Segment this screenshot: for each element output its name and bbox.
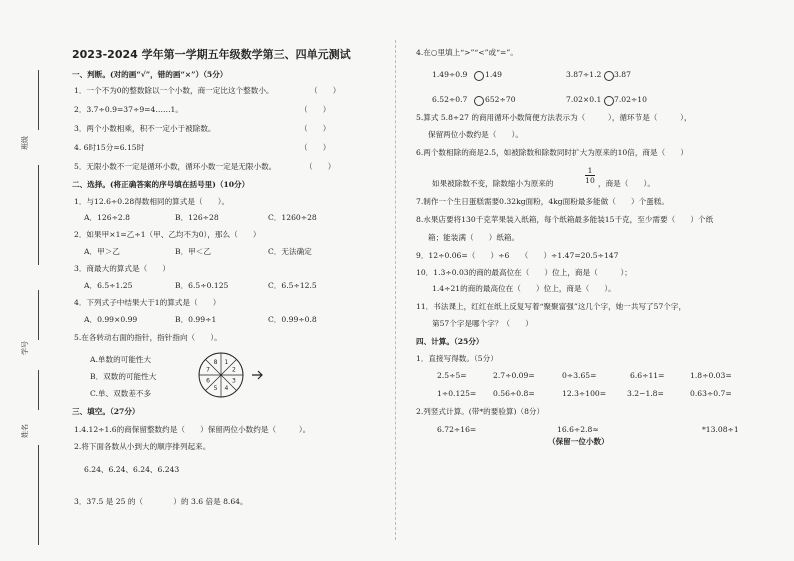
- spinner-number: 6: [206, 377, 211, 385]
- judge-item: 4. 6时15分=6.15时: [74, 143, 145, 152]
- compare-left: 6.52÷0.7: [432, 95, 468, 104]
- binding-label-class: 班级: [21, 136, 29, 150]
- binding-line: [38, 290, 39, 340]
- choice-option[interactable]: C.单、双数差不多: [90, 389, 152, 398]
- spinner-number: 3: [231, 377, 236, 385]
- compare-circle-icon[interactable]: [604, 71, 614, 81]
- compare-right: 3.87: [614, 70, 631, 79]
- calc-subheading: 2.列竖式计算。(带*的要验算)（8分）: [416, 407, 545, 416]
- fill-question: 5.算式 5.8÷27 的商用循环小数简便方法表示为（ ），循环节是（ ），: [416, 113, 692, 122]
- choice-option[interactable]: B．0.99÷1: [175, 315, 217, 324]
- compare-right: 7.02÷10: [614, 95, 647, 104]
- fill-question: 7.制作一个生日蛋糕需要0.32kg面粉，4kg面粉最多能做（ ）个蛋糕。: [416, 197, 669, 206]
- fill-question: 9．12÷0.06=（ ）÷6 （ ）÷1.47=20.5÷147: [416, 251, 619, 260]
- choice-option[interactable]: B．126÷28: [175, 213, 219, 222]
- fill-question: 10．1.3÷0.03的商的最高位在（ ）位上，商是（ ）；: [416, 268, 632, 277]
- binding-line: [38, 70, 39, 130]
- fraction: [585, 166, 595, 185]
- vertical-calc-item: *13.08÷1: [702, 425, 739, 434]
- fill-question: 11．书法课上，红红在纸上反复写着“聚聚富强”这几个字，她一共写了57个字，: [416, 302, 687, 311]
- fraction-denominator: 10: [585, 176, 595, 185]
- fill-question-cont: ，商是（ ）。: [598, 179, 655, 188]
- judge-answer-box[interactable]: （ ）: [300, 105, 331, 114]
- compare-left: 7.02×0.1: [566, 95, 602, 104]
- choice-option[interactable]: B．6.5÷0.125: [175, 281, 229, 290]
- calc-subheading: 1．直接写得数。（5分）: [416, 354, 498, 363]
- spinner-number: 1: [224, 359, 229, 367]
- binding-label-number: 学号: [21, 341, 29, 355]
- compare-circle-icon[interactable]: [604, 96, 614, 106]
- choice-option[interactable]: A.单数的可能性大: [90, 355, 152, 364]
- judge-item: 1．一个不为0的整数除以一个小数，商一定比这个整数小。: [74, 86, 274, 95]
- spinner-number: 7: [206, 366, 211, 374]
- vertical-calc-item: 16.6÷2.8≈: [557, 425, 599, 434]
- choice-option[interactable]: B．双数的可能性大: [90, 372, 157, 381]
- choice-option[interactable]: A．126÷2.8: [84, 213, 131, 222]
- fill-question: 3．37.5 是 25 的（ ）的 3.6 倍是 8.64。: [74, 497, 248, 506]
- choice-option[interactable]: A．甲＞乙: [84, 247, 120, 256]
- choice-question: 4．下列式子中结果大于1的算式是（ ）: [74, 298, 221, 307]
- fill-question: 6.两个数相除的商是2.5，如被除数和除数同时扩大为原来的10倍，商是（ ）: [416, 148, 688, 157]
- judge-item: 2．3.7÷0.9=37÷9=4……1。: [74, 105, 183, 114]
- compare-circle-icon[interactable]: [474, 71, 484, 81]
- choice-question: 2．如果甲×1=乙÷1（甲、乙均不为0），那么（ ）: [74, 230, 261, 239]
- judge-item: 5．无限小数不一定是循环小数，循环小数一定是无限小数。: [74, 162, 277, 171]
- spinner-number: 5: [213, 384, 218, 392]
- fill-question-cont: 箱；能装满（ ）纸箱。: [428, 233, 520, 242]
- calc-item: 0.56÷0.8=: [493, 389, 535, 398]
- binding-line: [38, 165, 39, 265]
- compare-circle-icon[interactable]: [474, 96, 484, 106]
- section-choice-heading: 二、选择。(将正确答案的序号填在括号里)（10分）: [72, 180, 250, 189]
- fill-question: 2.将下面各数从小到大的顺序排列起来。: [74, 442, 211, 451]
- binding-line: [38, 445, 39, 545]
- fill-question: 1.4.12÷1.6的商保留整数约是（ ）保留两位小数约是（ ）。: [74, 425, 311, 434]
- choice-option[interactable]: B．甲＜乙: [175, 247, 211, 256]
- calc-item: 0.63÷0.7=: [690, 389, 732, 398]
- binding-label-name: 姓名: [21, 424, 29, 438]
- fill-question: 8.水果店要将130千克苹果装入纸箱，每个纸箱最多能装15千克，至少需要（ ）个纸: [416, 215, 714, 224]
- fill-question-cont: 保留两位小数约是（ ）。: [428, 130, 523, 139]
- choice-option[interactable]: A．0.99×0.99: [84, 315, 138, 324]
- compare-right: 652÷70: [485, 95, 516, 104]
- calc-item: 3.2−1.8=: [627, 389, 664, 398]
- judge-answer-box[interactable]: （ ）: [300, 143, 331, 152]
- fill-question-cont: 第57个字是哪个字？（ ）: [432, 319, 533, 328]
- fill-question-cont: 1.4÷21的商的最高位在（ ）位上，商是（ ）。: [432, 284, 616, 293]
- exam-title: 2023-2024 学年第一学期五年级数学第三、四单元测试: [72, 48, 351, 61]
- judge-answer-box[interactable]: （ ）: [300, 124, 331, 133]
- vertical-calc-note: （保留一位小数）: [548, 437, 609, 446]
- compare-left: 1.49÷0.9: [432, 70, 468, 79]
- spinner-number: 4: [224, 384, 229, 392]
- fill-number-list: 6.24、6.2̇4̇、6.24̇、6.243: [84, 465, 180, 474]
- binding-margin: [0, 0, 60, 561]
- calc-item: 1÷0.125=: [437, 389, 477, 398]
- spinner-number: 8: [213, 359, 218, 367]
- choice-option[interactable]: C．6.5÷12.5: [268, 281, 317, 290]
- calc-item: 6.6÷11=: [630, 371, 665, 380]
- spinner-wheel: [196, 350, 246, 400]
- choice-option[interactable]: C．无法确定: [268, 247, 312, 256]
- pointer-arrow-icon: [250, 368, 266, 382]
- binding-line: [38, 370, 39, 410]
- column-divider: [395, 40, 396, 540]
- section-judge-heading: 一、判断。(对的画“√”，错的画“×”）（5分）: [72, 70, 228, 79]
- calc-item: 2.7÷0.09=: [493, 371, 535, 380]
- choice-option[interactable]: C．1260÷28: [268, 213, 317, 222]
- section-fill-heading: 三、填空。（27分）: [72, 407, 140, 416]
- calc-item: 0÷3.65=: [562, 371, 597, 380]
- fraction-numerator: 1: [587, 166, 593, 175]
- choice-question: 5.在各转动右面的指针，指针指向（ ）。: [74, 333, 222, 342]
- calc-item: 2.5÷5=: [437, 371, 467, 380]
- fill-question-cont: 如果被除数不变，除数缩小为原来的: [432, 179, 554, 188]
- spinner-number: 2: [231, 366, 236, 374]
- judge-answer-box[interactable]: （ ）: [305, 162, 336, 171]
- fill-question: 4.在○里填上“>”“<”或“=”。: [416, 48, 518, 57]
- section-calc-heading: 四、计算。（25分）: [416, 337, 484, 346]
- choice-option[interactable]: C．0.99÷0.8: [268, 315, 317, 324]
- compare-left: 3.87÷1.2: [566, 70, 602, 79]
- choice-option[interactable]: A．6.5÷1.25: [84, 281, 133, 290]
- calc-item: 12.3÷100=: [562, 389, 607, 398]
- judge-answer-box[interactable]: （ ）: [310, 86, 341, 95]
- compare-right: 1.49: [485, 70, 502, 79]
- choice-question: 3．商最大的算式是（ ）: [74, 264, 170, 273]
- vertical-calc-item: 6.72÷16=: [437, 425, 477, 434]
- judge-item: 3．两个小数相乘，积不一定小于被除数。: [74, 124, 216, 133]
- choice-question: 1．与12.6÷0.28得数相同的算式是（ ）。: [74, 197, 230, 206]
- calc-item: 1.8÷0.03=: [690, 371, 732, 380]
